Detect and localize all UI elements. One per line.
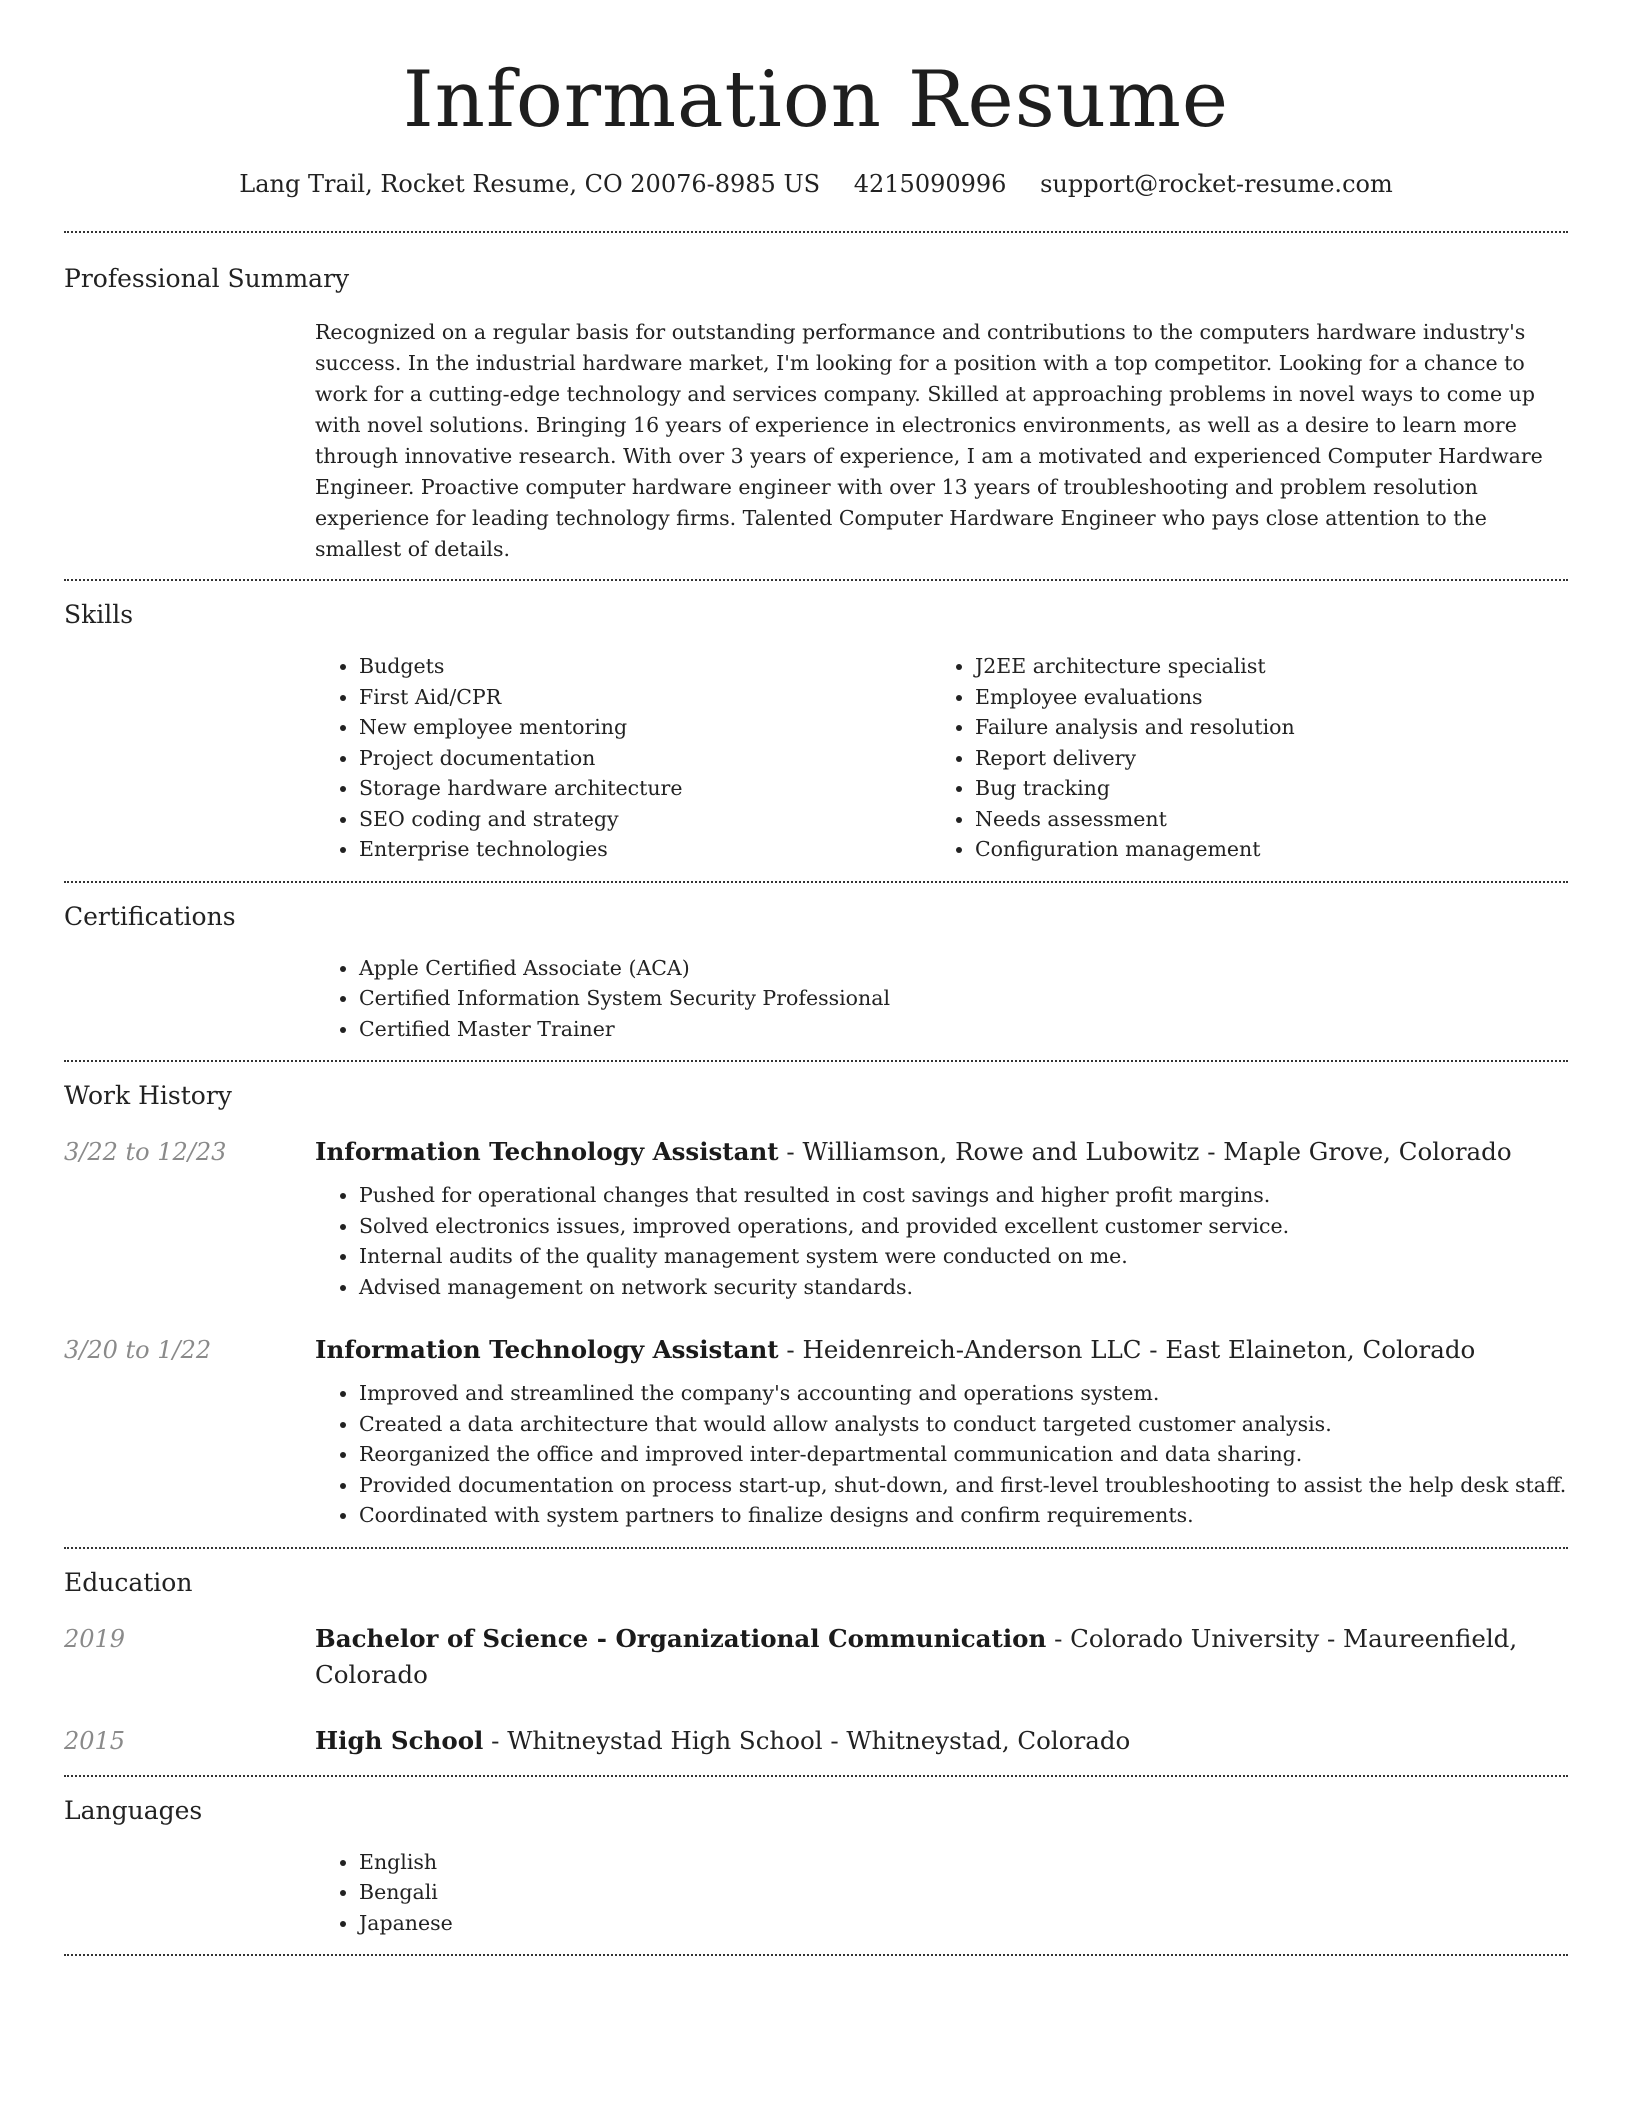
skill-item: • New employee mentoring [359, 712, 931, 743]
skill-item: • Needs assessment [975, 804, 1547, 835]
section-title-work: Work History [64, 1081, 232, 1110]
contact-address: Lang Trail, Rocket Resume, CO 20076-8985 US [239, 170, 821, 198]
skill-item: • Failure analysis and resolution [975, 712, 1547, 743]
skill-item: • First Aid/CPR [359, 682, 931, 713]
skill-item: • SEO coding and strategy [359, 804, 931, 835]
job-bullet: • Advised management on network security standards. [359, 1272, 1568, 1303]
education-degree: High School [315, 1725, 484, 1755]
job-entry [64, 1332, 1568, 1531]
job-heading [315, 1332, 1568, 1368]
job-bullet: • Provided documentation on process start-up, shut-down, and first-level troubleshooting to assist the help desk staff. [359, 1470, 1568, 1501]
section-title-certifications: Certifications [64, 901, 236, 931]
skill-item: • Project documentation [359, 743, 931, 774]
certifications-section [64, 883, 1568, 1061]
job-bullet: • Solved electronics issues, improved operations, and provided excellent customer service. [359, 1211, 1568, 1242]
certification-item: • Certified Information System Security Professional [359, 983, 1568, 1014]
job-entry [64, 1134, 1568, 1302]
education-date: 2019 [64, 1624, 126, 1653]
certification-item: • Apple Certified Associate (ACA) [359, 953, 1568, 984]
job-bullet: • Internal audits of the quality management system were conducted on me. [359, 1241, 1568, 1272]
skill-item: • Budgets [359, 651, 931, 682]
skill-item: • Storage hardware architecture [359, 773, 931, 804]
job-bullet: • Pushed for operational changes that resulted in cost savings and higher profit margins. [359, 1180, 1568, 1211]
job-title: Information Technology Assistant [315, 1137, 779, 1166]
summary-section [64, 233, 1568, 579]
contact-line [64, 168, 1568, 200]
job-date: 3/22 to 12/23 [64, 1138, 227, 1166]
job-bullet: • Reorganized the office and improved inter-departmental communication and data sharing. [359, 1439, 1568, 1470]
skill-item: • Bug tracking [975, 773, 1547, 804]
education-entry [64, 1621, 1568, 1693]
job-date: 3/20 to 1/22 [64, 1336, 212, 1364]
education-section [64, 1549, 1568, 1775]
certification-item: • Certified Master Trainer [359, 1014, 1568, 1045]
skills-column-left [315, 651, 931, 865]
skills-column-right [931, 651, 1547, 865]
section-title-summary: Professional Summary [64, 264, 350, 293]
skills-section [64, 581, 1568, 881]
job-company: - Williamson, Rowe and Lubowitz - Maple Grove, Colorado [778, 1137, 1512, 1166]
languages-section [64, 1777, 1568, 1955]
job-bullet: • Created a data architecture that would allow analysts to conduct targeted customer analysis. [359, 1409, 1568, 1440]
skill-item: • Configuration management [975, 834, 1547, 865]
skill-item: • Report delivery [975, 743, 1547, 774]
language-item: • Japanese [359, 1908, 1568, 1939]
skill-item: • Enterprise technologies [359, 834, 931, 865]
education-school: - Whitneystad High School - Whitneystad, Colorado [483, 1725, 1131, 1755]
resume-header [64, 0, 1568, 200]
job-title: Information Technology Assistant [315, 1335, 779, 1364]
section-divider [64, 1954, 1568, 1956]
work-history-section [64, 1062, 1568, 1547]
section-title-education: Education [64, 1567, 193, 1597]
job-bullet: • Coordinated with system partners to finalize designs and confirm requirements. [359, 1500, 1568, 1531]
job-heading [315, 1134, 1568, 1170]
contact-email: support@rocket-resume.com [1040, 170, 1393, 198]
skill-item: • Employee evaluations [975, 682, 1547, 713]
education-entry [64, 1723, 1568, 1759]
language-item: • Bengali [359, 1877, 1568, 1908]
job-company: - Heidenreich-Anderson LLC - East Elaineton, Colorado [778, 1335, 1476, 1364]
education-degree: Bachelor of Science - Organizational Communication [315, 1623, 1047, 1653]
language-item: • English [359, 1847, 1568, 1878]
section-title-languages: Languages [64, 1795, 203, 1825]
contact-phone: 4215090996 [853, 170, 1007, 198]
education-school: - Colorado University - Maureenfield, Colorado [315, 1623, 1518, 1689]
job-bullet: • Improved and streamlined the company's accounting and operations system. [359, 1378, 1568, 1409]
section-title-skills: Skills [64, 600, 134, 629]
summary-text: Recognized on a regular basis for outstanding performance and contributions to the computers hardware industry's success. In the industrial hardware market, I'm looking for a position with a top competitor. Looking for a chance to work for a cutting-edge technology and services company. Skilled at approaching problems in novel ways to come up with novel solutions. Bringing 16 years of experience in electronics environments, as well as a desire to learn more through innovative research. With over 3 years of experience, I am a motivated and experienced Computer Hardware Engineer. Proactive computer hardware engineer with over 13 years of troubleshooting and problem resolution experience for leading technology firms. Talented Computer Hardware Engineer who pays close attention to the smallest of details. [315, 320, 1543, 561]
education-date: 2015 [64, 1726, 126, 1755]
resume-name: Information Resume [402, 55, 1230, 145]
skill-item: • J2EE architecture specialist [975, 651, 1547, 682]
